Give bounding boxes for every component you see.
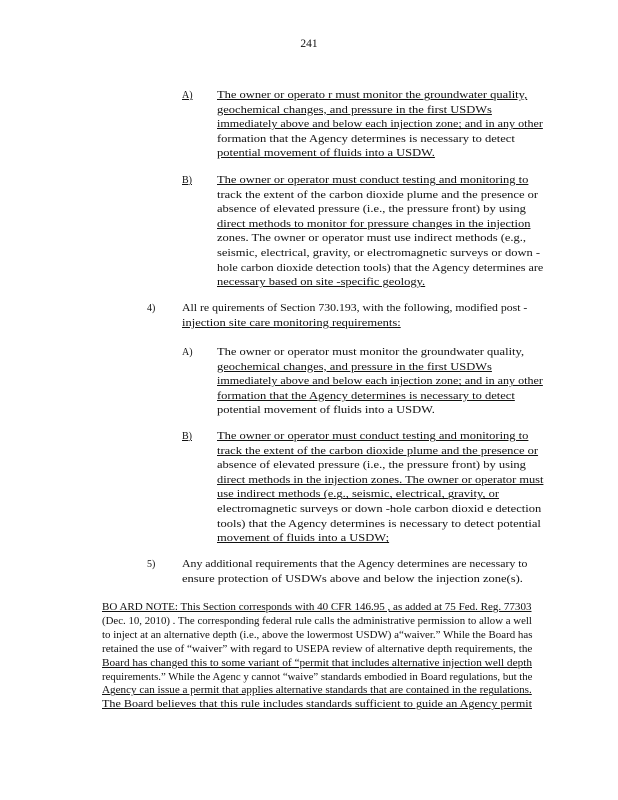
paragraph-line: potential movement of fluids into a USDW.	[217, 405, 435, 417]
paragraph-line: seismic, electrical, gravity, or electromagnetic surveys or down -	[217, 248, 541, 259]
paragraph-line: The owner or operator must conduct testing and monitoring to	[217, 431, 529, 442]
paragraph-line: absence of elevated pressure (i.e., the pressure front) by using	[217, 204, 526, 216]
board-note-line: to inject at an alternative depth (i.e., above the lowermost USDW) a“waiver.” While the Board has	[102, 629, 533, 641]
paragraph-line: movement of fluids into a USDW;	[217, 533, 390, 545]
paragraph-line: electromagnetic surveys or down -hole carbon dioxid e detection	[217, 504, 542, 515]
board-note-line: BO ARD NOTE: This Section corresponds with 40 CFR 146.95 , as added at 75 Fed. Reg. 77303	[102, 602, 532, 613]
paragraph-line: formation that the Agency determines is necessary to detect	[217, 133, 515, 145]
list-marker: B)	[182, 431, 192, 442]
board-note-line: Board has changed this to some variant of “permit that includes alternative injection well depth	[102, 657, 532, 669]
paragraph-line: immediately above and below each injection zone; and in any other	[217, 376, 543, 388]
paragraph-line: The owner or operator must conduct testing and monitoring to	[217, 175, 529, 186]
board-note-line: requirements.” While the Agenc y cannot “waive” standards embodied in Board regulations, but the	[102, 671, 533, 683]
paragraph-line: zones. The owner or operator must use indirect methods (e.g.,	[217, 233, 527, 245]
paragraph-line: formation that the Agency determines is necessary to detect	[217, 390, 515, 402]
paragraph-line: tools) that the Agency determines is necessary to detect potential	[217, 518, 541, 530]
paragraph-line: Any additional requirements that the Agency determines are necessary to	[182, 559, 528, 570]
paragraph-line: necessary based on site -specific geology.	[217, 277, 426, 289]
paragraph-line: track the extent of the carbon dioxide plume and the presence or	[217, 189, 539, 201]
paragraph-line: The owner or operato r must monitor the groundwater quality,	[217, 90, 528, 101]
list-marker: 5)	[147, 559, 156, 570]
paragraph-line: direct methods in the injection zones. The owner or operator must	[217, 474, 544, 486]
board-note-line: Agency can issue a permit that applies alternative standards that are contained in the regulations.	[102, 685, 532, 697]
paragraph-line: hole carbon dioxide detection tools) that the Agency determines are	[217, 262, 544, 274]
list-marker: A)	[182, 347, 193, 358]
board-note-line: (Dec. 10, 2010) . The corresponding federal rule calls the administrative permission to allow a well	[102, 615, 532, 627]
paragraph-line: potential movement of fluids into a USDW.	[217, 148, 435, 160]
page-number: 241	[300, 38, 318, 50]
paragraph-line: immediately above and below each injection zone; and in any other	[217, 119, 543, 131]
paragraph-line: geochemical changes, and pressure in the first USDWs	[217, 361, 492, 373]
paragraph-line: injection site care monitoring requirements:	[182, 317, 401, 329]
paragraph-line: geochemical changes, and pressure in the first USDWs	[217, 104, 492, 116]
board-note-line: retained the use of “waiver” with regard to USEPA review of alternative depth requirements, the	[102, 643, 533, 655]
list-marker: B)	[182, 175, 192, 186]
paragraph-line: track the extent of the carbon dioxide plume and the presence or	[217, 445, 539, 457]
paragraph-line: direct methods to monitor for pressure changes in the injection	[217, 218, 531, 230]
board-note-line: The Board believes that this rule includes standards sufficient to guide an Agency permit	[102, 699, 532, 711]
paragraph-line: use indirect methods (e.g., seismic, electrical, gravity, or	[217, 489, 500, 501]
list-marker: A)	[182, 90, 193, 101]
paragraph-line: All re quirements of Section 730.193, with the following, modified post -	[182, 303, 528, 314]
paragraph-line: ensure protection of USDWs above and below the injection zone(s).	[182, 573, 523, 585]
list-marker: 4)	[147, 303, 156, 314]
paragraph-line: absence of elevated pressure (i.e., the pressure front) by using	[217, 460, 526, 472]
paragraph-line: The owner or operator must monitor the groundwater quality,	[217, 347, 525, 358]
